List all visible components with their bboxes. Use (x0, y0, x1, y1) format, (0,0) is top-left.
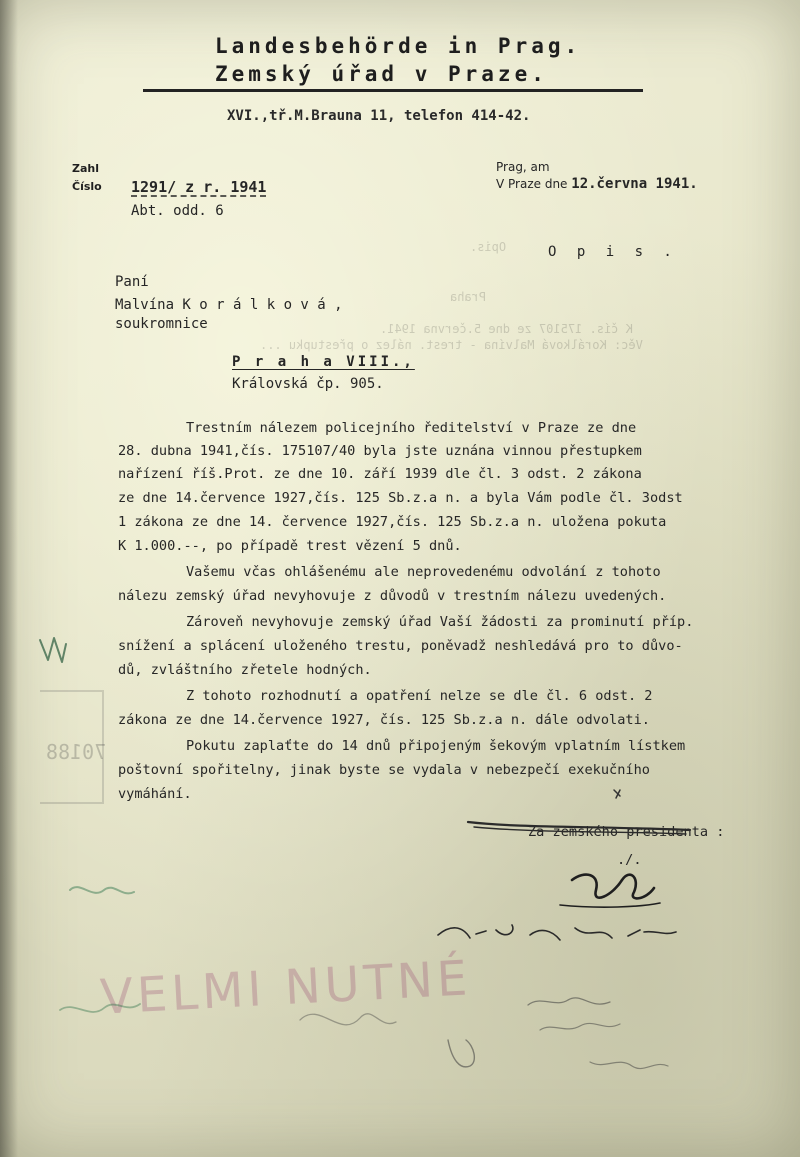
body-line: ze dne 14.července 1927,čís. 125 Sb.z.a n. a byla Vám podle čl. 3odst (118, 490, 683, 506)
reference-label-german: Zahl (72, 162, 100, 175)
green-pencil-mark (70, 887, 134, 893)
recipient-occupation: soukromnice (115, 316, 208, 332)
ghost-stamp-number: 70188 (46, 740, 107, 764)
pencil-note-stroke (590, 1062, 668, 1069)
body-line: nálezu zemský úřad nevyhovuje z důvodů v trestním nálezu uvedených. (118, 588, 667, 604)
velmi-nutne-stamp: VELMI NUTNÉ (98, 950, 473, 1026)
body-line: zákona ze dne 14.července 1927, čís. 125 Sb.z.a n. dále odvolati. (118, 712, 650, 728)
recipient-name: Malvína K o r á l k o v á , (115, 297, 343, 313)
body-line: 28. dubna 1941,čís. 175107/40 byla jste uznána vinnou přestupkem (118, 443, 642, 459)
body-line: Vašemu včas ohlášenému ale neprovedenému odvolání z tohoto (186, 564, 661, 580)
closing-line: Za zemského presidenta : (528, 824, 725, 840)
green-pencil-mark (40, 638, 66, 662)
dateline-date: 12.června 1941. (571, 176, 698, 192)
copy-mark: O p i s . (548, 244, 678, 260)
body-line: snížení a splácení uloženého trestu, poněvadž neshledává pro to důvo- (118, 638, 683, 654)
body-line: Z tohoto rozhodnutí a opatření nelze se dle čl. 6 odst. 2 (186, 688, 653, 704)
recipient-street: Královská čp. 905. (232, 376, 384, 392)
green-pencil-mark (60, 1004, 140, 1012)
body-line: dů, zvláštního zřetele hodných. (118, 662, 372, 678)
bleedthrough-text: Věc: Korálková Malvína - trest. nález o přestupku ... (260, 338, 643, 352)
tick-mark (614, 790, 620, 798)
body-line: Trestním nálezem policejního ředitelství v Praze ze dne (186, 420, 637, 436)
closing-mark: ./. (617, 852, 642, 868)
body-line: nařízení říš.Prot. ze dne 10. září 1939 dle čl. 3 odst. 2 zákona (118, 466, 642, 482)
body-line: poštovní spořitelny, jinak byste se vydala v nebezpečí exekučního (118, 762, 650, 778)
signature-stroke (572, 875, 654, 899)
body-line: Zároveň nevyhovuje zemský úřad Vaší žádosti za prominutí příp. (186, 614, 694, 630)
signature-underline (560, 903, 660, 907)
bleedthrough-text: K čís. 175107 ze dne 5.června 1941. (380, 322, 633, 336)
body-line: vymáhání. (118, 786, 192, 802)
bleedthrough-text: Praha (450, 290, 487, 304)
letterhead-address: XVI.,tř.M.Brauna 11, telefon 414-42. (227, 108, 531, 124)
reference-number: 1291/ z r. 1941 (131, 178, 267, 196)
pencil-note-stroke (300, 1014, 396, 1025)
body-line: 1 zákona ze dne 14. července 1927,čís. 125 Sb.z.a n. uložena pokuta (118, 514, 667, 530)
letterhead-name-german: Landesbehörde in Prag. (215, 34, 582, 58)
handwritten-date-stroke (438, 925, 676, 940)
department: Abt. odd. 6 (131, 203, 224, 219)
pencil-note-stroke (540, 1023, 620, 1030)
letterhead-name-czech: Zemský úřad v Praze. (215, 62, 548, 86)
dateline-place-german: Prag, am (496, 160, 550, 174)
reference-label-czech: Číslo (72, 180, 102, 193)
pencil-note-stroke (448, 1040, 474, 1067)
recipient-salutation: Paní (115, 274, 149, 290)
bleedthrough-text: Opis. (470, 240, 507, 254)
body-line: Pokutu zaplaťte do 14 dnů připojeným šekovým vplatním lístkem (186, 738, 686, 754)
body-line: K 1.000.--, po případě trest vězení 5 dnů. (118, 538, 462, 554)
pencil-note-stroke (528, 998, 610, 1005)
dateline-place-czech: V Praze dne (496, 177, 568, 191)
recipient-city: P r a h a VIII., (232, 354, 415, 370)
